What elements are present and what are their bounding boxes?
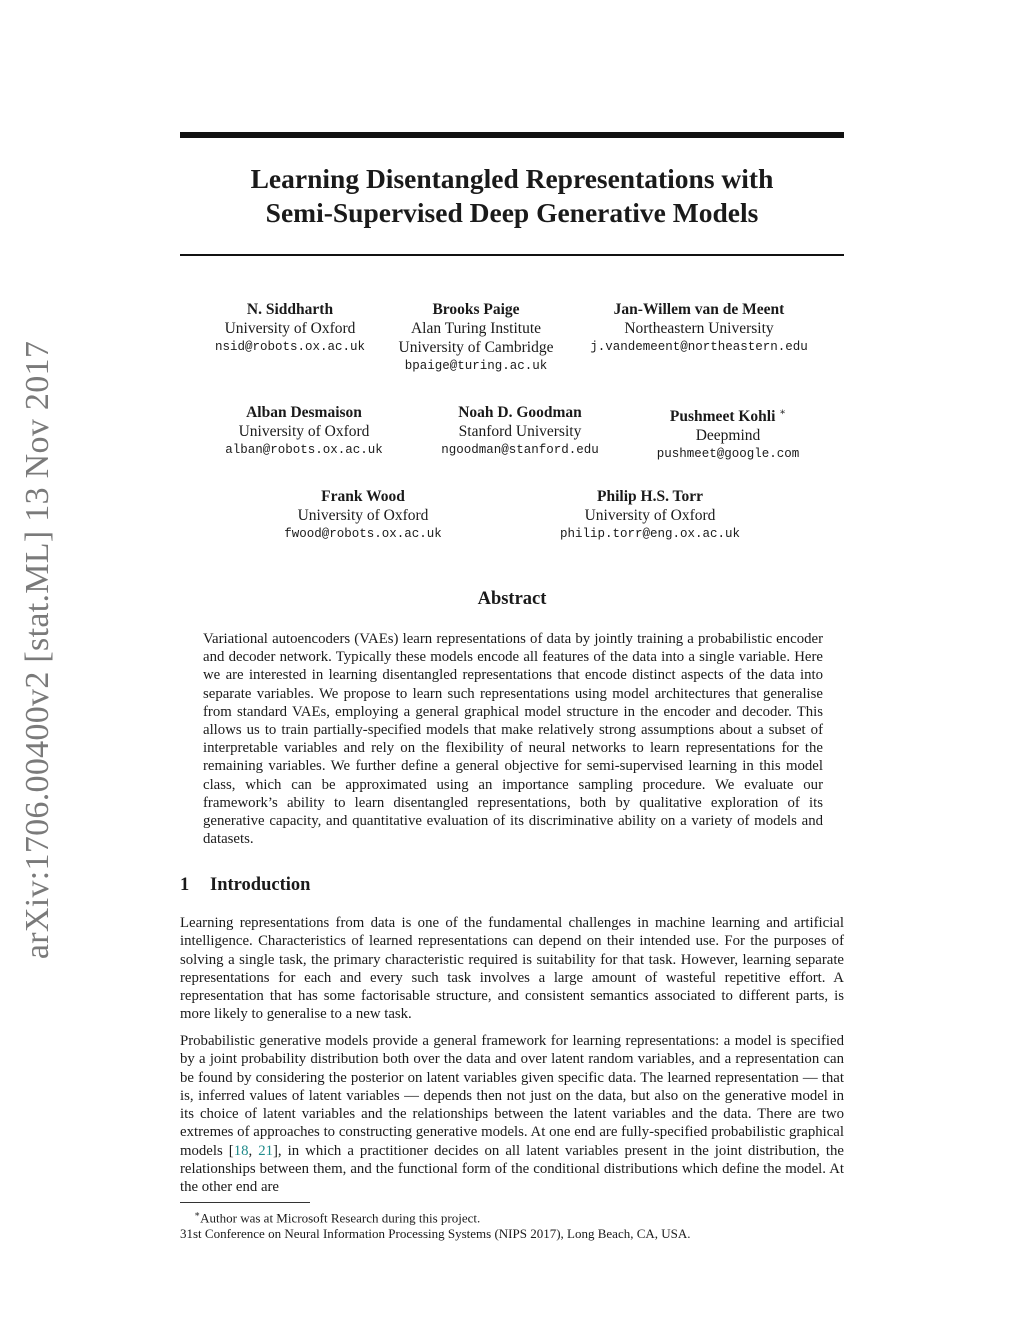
author-affiliation: University of Oxford — [297, 507, 429, 524]
author-name-row — [588, 403, 868, 426]
author-affiliation: University of Oxford — [238, 423, 370, 440]
author-name: Noah D. Goodman — [458, 404, 582, 421]
footnote — [194, 1206, 480, 1226]
author-name: Philip H.S. Torr — [597, 488, 703, 505]
author-email: fwood@robots.ox.ac.uk — [284, 527, 442, 541]
author-block — [223, 487, 503, 544]
footnote-text: Author was at Microsoft Research during this project. — [200, 1210, 481, 1226]
intro-paragraph-2 — [180, 1032, 844, 1197]
author-affiliation: Northeastern University — [624, 320, 774, 337]
author-email: j.vandemeent@northeastern.edu — [590, 340, 808, 354]
author-affiliation: University of Oxford — [224, 320, 356, 337]
section-number: 1 — [180, 875, 190, 895]
abstract-heading: Abstract — [477, 589, 547, 609]
author-block — [510, 487, 790, 544]
author-affiliation: University of Oxford — [584, 507, 716, 524]
venue-line: 31st Conference on Neural Information Processing Systems (NIPS 2017), Long Beach, CA, USA. — [180, 1226, 691, 1241]
author-footnote-mark: ∗ — [779, 407, 787, 418]
paragraph-text: ], in which a practitioner decides on all latent variables present in the joint distribution, the relationships between them, and the functional form of the conditional distributions which define the model. At the other end are — [180, 1142, 844, 1196]
author-email: pushmeet@google.com — [656, 447, 800, 462]
author-name: Frank Wood — [321, 488, 405, 505]
citation-separator: , — [248, 1142, 259, 1159]
title-rule-top — [180, 132, 844, 138]
arxiv-stamp — [8, 340, 68, 960]
author-affiliation: Stanford University — [458, 423, 582, 440]
author-name: N. Siddharth — [246, 301, 334, 318]
author-email: nsid@robots.ox.ac.uk — [214, 340, 366, 354]
author-name: Jan-Willem van de Meent — [613, 301, 785, 318]
author-email: bpaige@turing.ac.uk — [404, 359, 548, 373]
author-affiliation: Deepmind — [695, 427, 761, 445]
section-title: Introduction — [210, 875, 311, 895]
footnote-rule — [180, 1202, 310, 1203]
author-block — [588, 403, 868, 464]
author-name: Alban Desmaison — [246, 404, 362, 421]
author-block — [559, 300, 839, 357]
section-heading — [180, 875, 310, 896]
author-email: ngoodman@stanford.edu — [441, 443, 599, 457]
title-rule-bottom — [180, 254, 844, 256]
abstract-body: Variational autoencoders (VAEs) learn representations of data by jointly training a probabilistic encoder and decoder network. Typically these models encode all features of the data into a single variable. Here we are interested in learning disentangled representations that encode distinct aspects of the data into separate variables. We propose to learn such representations using model architectures that generalise from standard VAEs, employing a general graphical model structure in the encoder and decoder. This allows us to train partially-specified models that make relatively strong assumptions about a subset of interpretable variables and rely on the flexibility of neural networks to learn representations for the remaining variables. We further define a general objective for semi-supervised learning in this model class, which can be approximated using an importance sampling procedure. We evaluate our framework’s ability to learn disentangled representations, both by qualitative exploration of its generative capacity, and quantitative evaluation of its discriminative ability on a variety of models and datasets. — [203, 631, 823, 848]
author-name: Brooks Paige — [432, 301, 520, 318]
intro-paragraph-1: Learning representations from data is one of the fundamental challenges in machine learning and artificial intelligence. Characteristics of learned representations can depend on their intended use. For the purposes of solving a single task, the primary characteristic required is suitability for that task. However, learning separate representations for each and every such task involves a large amount of wasteful repetitive effort. A representation that has some factorisable structure, and consistent semantics associated to different parts, is more likely to generalise to a new task. — [180, 915, 844, 1023]
author-affiliation: University of Cambridge — [398, 339, 554, 356]
title-line-1: Learning Disentangled Representations with — [250, 163, 774, 194]
author-email: philip.torr@eng.ox.ac.uk — [559, 527, 741, 541]
author-affiliation: Alan Turing Institute — [410, 320, 542, 337]
paragraph-text: Probabilistic generative models provide a general framework for learning representations: a model is specified by a joint probability distribution both over the data and over latent random variables, and a representation can be found by considering the posterior on latent variables given specific data. The learned representation — that is, inferred values of latent variables — depends then not just on the data, but also on the generative model in its choice of latent variables and the relationships between the latent variables and the data. There are two extremes of approaches to constructing generative models. At one end are fully-specified probabilistic graphical models [ — [180, 1033, 844, 1159]
author-name: Pushmeet Kohli — [669, 408, 776, 426]
paper-title — [180, 162, 844, 230]
citation-link[interactable]: 21 — [258, 1142, 273, 1159]
citation-link[interactable]: 18 — [233, 1142, 249, 1159]
author-email: alban@robots.ox.ac.uk — [225, 443, 383, 457]
title-line-2: Semi-Supervised Deep Generative Models — [265, 197, 759, 228]
footnote-mark: ∗ — [194, 1209, 201, 1219]
arxiv-stamp-text: arXiv:1706.00400v2 [stat.ML] 13 Nov 2017 — [19, 340, 56, 960]
